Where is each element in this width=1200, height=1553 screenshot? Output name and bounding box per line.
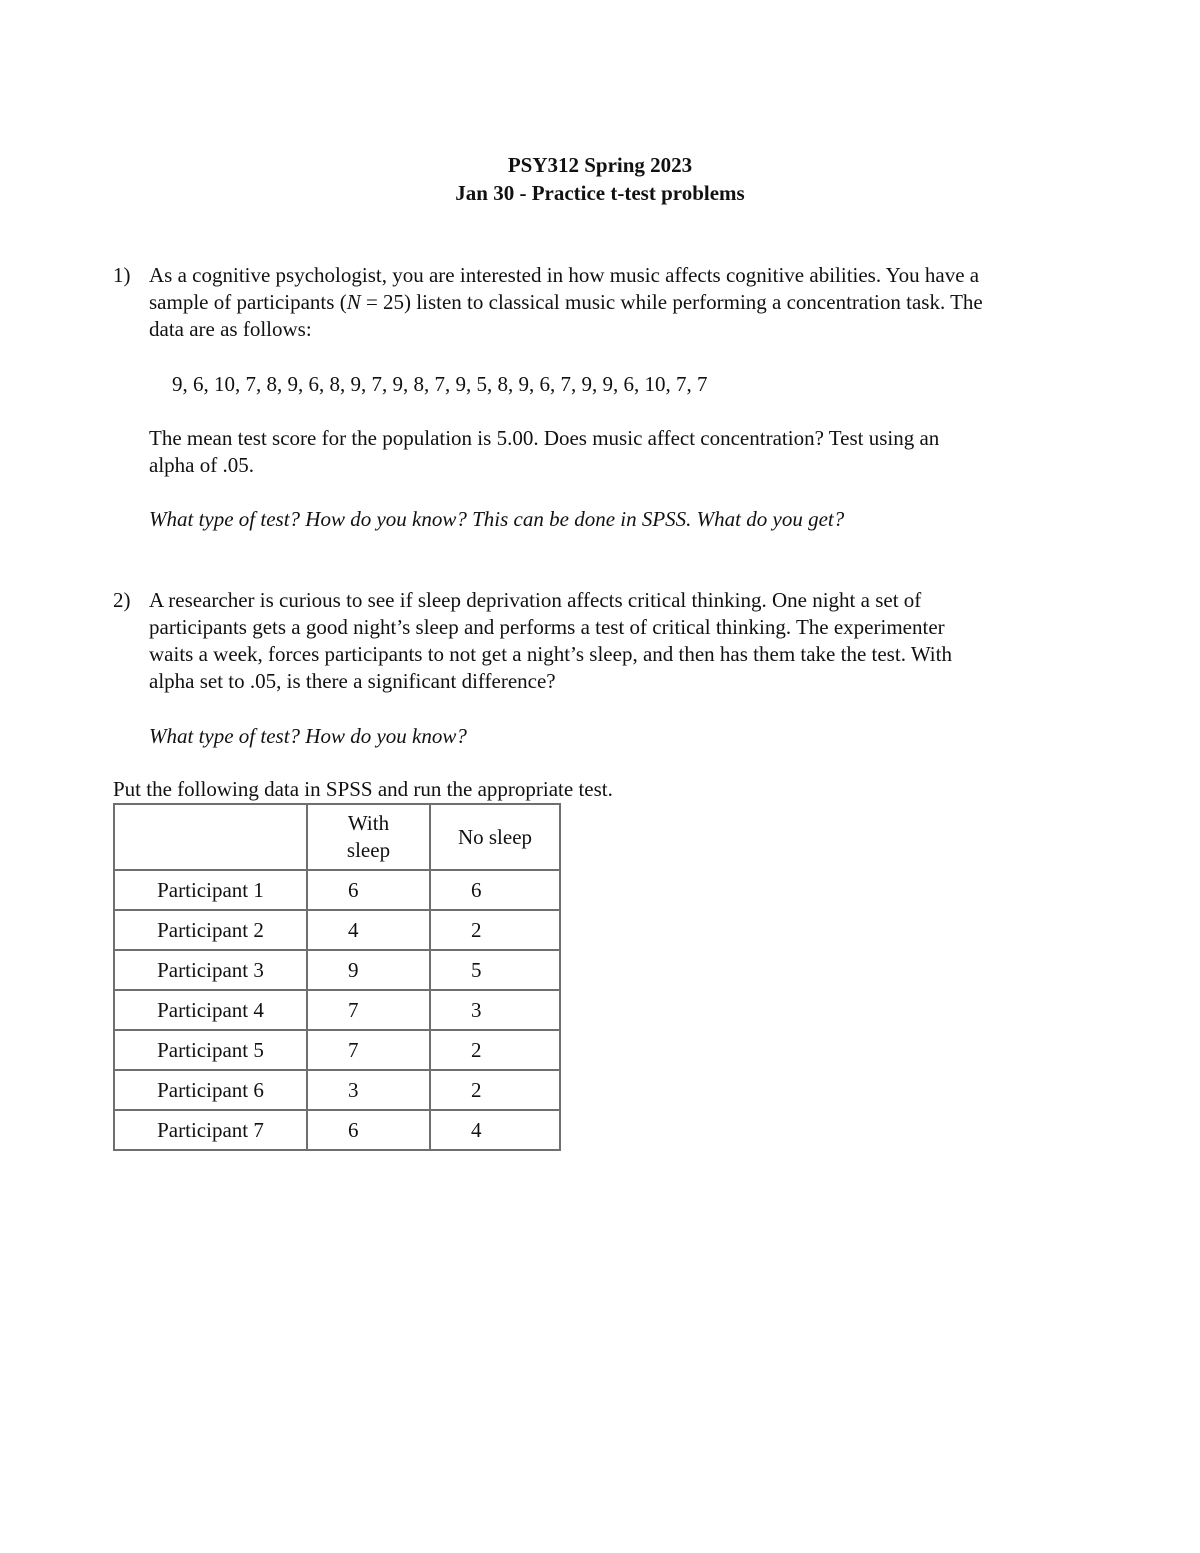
table-header-with-sleep-line-1: With xyxy=(347,811,390,835)
table-row xyxy=(114,950,560,990)
no-sleep-cell: 3 xyxy=(430,990,560,1030)
participant-cell: Participant 3 xyxy=(114,950,307,990)
no-sleep-cell: 2 xyxy=(430,1030,560,1070)
participant-cell: Participant 1 xyxy=(114,870,307,910)
question-1-line-2-pre: sample of participants ( xyxy=(149,290,347,314)
table-row xyxy=(114,1030,560,1070)
participant-cell: Participant 4 xyxy=(114,990,307,1030)
question-2-text xyxy=(149,587,1094,695)
no-sleep-cell: 2 xyxy=(430,910,560,950)
table-row xyxy=(114,1070,560,1110)
question-2-line-4: alpha set to .05, is there a significant difference? xyxy=(149,669,556,693)
with-sleep-cell: 3 xyxy=(307,1070,430,1110)
table-row xyxy=(114,910,560,950)
with-sleep-cell: 9 xyxy=(307,950,430,990)
with-sleep-cell: 7 xyxy=(307,990,430,1030)
question-2-line-2: participants gets a good night’s sleep and performs a test of critical thinking. The experimenter xyxy=(149,615,945,639)
question-2-prompt: What type of test? How do you know? xyxy=(149,724,467,748)
question-1-mean-line-2: alpha of .05. xyxy=(149,453,254,477)
question-1-mean-line-1: The mean test score for the population is 5.00. Does music affect concentration? Test using an xyxy=(149,426,940,450)
sleep-data-table xyxy=(113,803,561,1151)
table-row xyxy=(114,990,560,1030)
document-title: PSY312 Spring 2023 xyxy=(507,153,693,177)
with-sleep-cell: 6 xyxy=(307,870,430,910)
table-header-with-sleep-line-2: sleep xyxy=(346,838,391,862)
question-1-text xyxy=(149,262,1094,343)
sample-size-variable: N xyxy=(346,290,361,314)
question-1-prompt: What type of test? How do you know? This can be done in SPSS. What do you get? xyxy=(149,507,845,531)
question-1-number: 1) xyxy=(113,263,131,287)
question-2-line-3: waits a week, forces participants to not get a night’s sleep, and then has them take the test. With xyxy=(149,642,952,666)
instruction-text: Put the following data in SPSS and run the appropriate test. xyxy=(113,777,613,801)
table-header-no-sleep: No sleep xyxy=(430,804,560,870)
question-2-number: 2) xyxy=(113,588,131,612)
participant-cell: Participant 5 xyxy=(114,1030,307,1070)
with-sleep-cell: 7 xyxy=(307,1030,430,1070)
participant-cell: Participant 2 xyxy=(114,910,307,950)
question-1-line-1: As a cognitive psychologist, you are interested in how music affects cognitive abilities. You have a xyxy=(149,263,980,287)
table-row xyxy=(114,1110,560,1150)
participant-cell: Participant 7 xyxy=(114,1110,307,1150)
question-2-line-1: A researcher is curious to see if sleep deprivation affects critical thinking. One night a set of xyxy=(149,588,922,612)
with-sleep-cell: 4 xyxy=(307,910,430,950)
with-sleep-cell: 6 xyxy=(307,1110,430,1150)
document-subtitle: Jan 30 - Practice t-test problems xyxy=(455,181,745,205)
question-1-line-2-post: = 25) listen to classical music while performing a concentration task. The xyxy=(360,290,983,314)
table-row xyxy=(114,870,560,910)
no-sleep-cell: 5 xyxy=(430,950,560,990)
table-header-with-sleep xyxy=(307,804,430,870)
no-sleep-cell: 6 xyxy=(430,870,560,910)
no-sleep-cell: 2 xyxy=(430,1070,560,1110)
question-1-mean-paragraph xyxy=(149,425,1094,479)
participant-cell: Participant 6 xyxy=(114,1070,307,1110)
table-header-empty xyxy=(114,804,307,870)
no-sleep-cell: 4 xyxy=(430,1110,560,1150)
question-1-line-2 xyxy=(149,289,1094,316)
table-header-row xyxy=(114,804,560,870)
question-1-data-values: 9, 6, 10, 7, 8, 9, 6, 8, 9, 7, 9, 8, 7, 9, 5, 8, 9, 6, 7, 9, 9, 6, 10, 7, 7 xyxy=(172,372,708,396)
question-1-line-3: data are as follows: xyxy=(149,317,312,341)
